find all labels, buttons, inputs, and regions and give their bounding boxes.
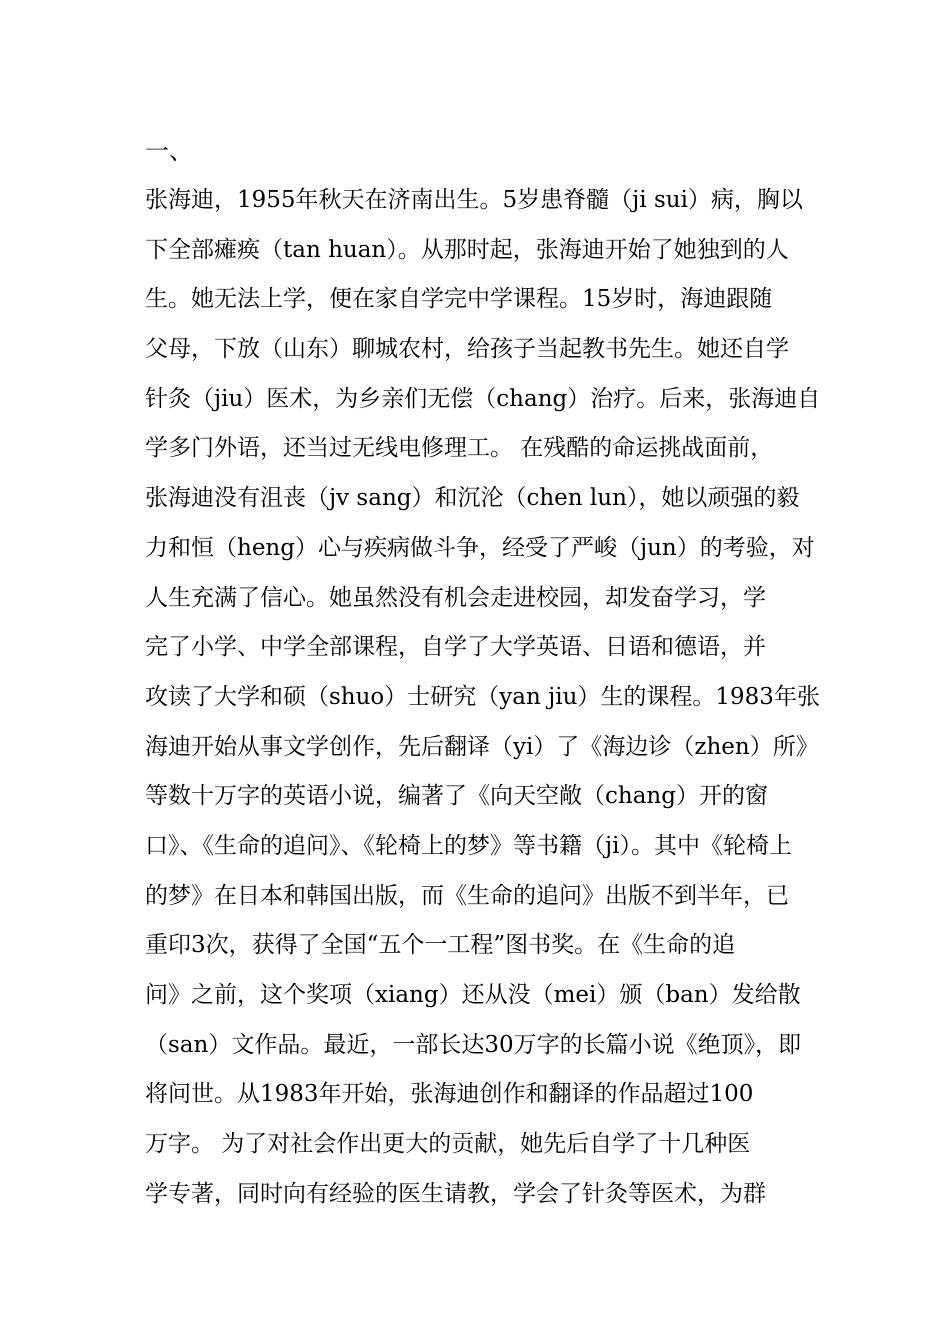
text-line: 万字。 为了对社会作出更大的贡献，她先后自学了十几种医: [145, 1131, 751, 1158]
text-line: 父母，下放（山东）聊城农村，给孩子当起教书先生。她还自学: [145, 336, 789, 363]
text-line: 下全部瘫痪（tan huan）。从那时起，张海迪开始了她独到的人: [145, 236, 789, 263]
text-line: 张海迪没有沮丧（jv sang）和沉沦（chen lun），她以顽强的毅: [145, 485, 800, 512]
text-line: 力和恒（heng）心与疾病做斗争，经受了严峻（jun）的考验，对: [145, 534, 815, 561]
text-line: 生。她无法上学，便在家自学完中学课程。15岁时，海迪跟随: [145, 286, 773, 313]
text-line: 将问世。从1983年开始，张海迪创作和翻译的作品超过100: [145, 1081, 754, 1108]
text-line: 口》、《生命的追问》、《轮椅上的梦》等书籍（ji）。其中《轮椅上: [145, 832, 792, 859]
section-number-heading: 一、: [145, 137, 193, 165]
text-line: 学专著，同时向有经验的医生请教，学会了针灸等医术，为群: [145, 1180, 766, 1207]
body-paragraph: [145, 183, 825, 1226]
text-line: 完了小学、中学全部课程，自学了大学英语、日语和德语，并: [145, 634, 766, 661]
text-line: 等数十万字的英语小说，编著了《向天空敞（chang）开的窗: [145, 783, 768, 810]
text-line: 的梦》在日本和韩国出版，而《生命的追问》出版不到半年，已: [145, 882, 789, 909]
text-line: 攻读了大学和硕（shuo）士研究（yan jiu）生的课程。1983年张: [145, 683, 820, 710]
text-line: 问》之前，这个奖项（xiang）还从没（mei）颁（ban）发给散: [145, 982, 801, 1008]
text-line: 针灸（jiu）医术，为乡亲们无偿（chang）治疗。后来，张海迪自: [145, 385, 821, 412]
text-line: 海迪开始从事文学创作，先后翻译（yi）了《海边诊（zhen）所》: [145, 733, 819, 760]
text-line: 重印3次，获得了全国“五个一工程”图书奖。在《生命的追: [145, 932, 736, 959]
text-line: （san）文作品。最近，一部长达30万字的长篇小说《绝顶》，即: [145, 1031, 802, 1058]
text-line: 学多门外语，还当过无线电修理工。 在残酷的命运挑战面前，: [145, 435, 774, 462]
text-line: 人生充满了信心。她虽然没有机会走进校园，却发奋学习，学: [145, 584, 766, 611]
text-line: 张海迪，1955年秋天在济南出生。5岁患脊髓（ji sui）病，胸以: [145, 187, 803, 213]
